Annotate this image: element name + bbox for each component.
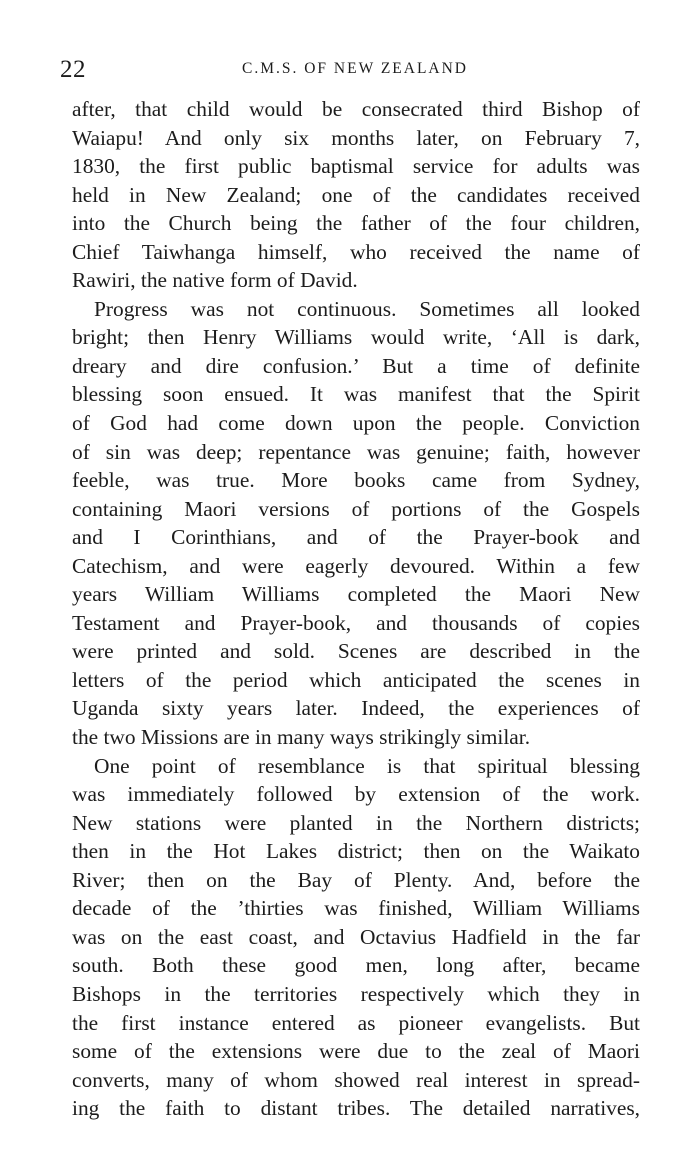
text-line: Uganda sixty years later. Indeed, the experiences of xyxy=(72,696,640,721)
text-line: ing the faith to distant tribes. The detailed narratives, xyxy=(72,1096,640,1121)
text-line: Chief Taiwhanga himself, who received the name of xyxy=(72,239,640,264)
text-line: years William Williams completed the Maori New xyxy=(72,582,640,607)
text-line: and I Corinthians, and of the Prayer-book and xyxy=(72,525,640,550)
text-line: of sin was deep; repentance was genuine; faith, however xyxy=(72,439,640,464)
text-line: south. Both these good men, long after, became xyxy=(72,953,640,978)
text-line: Catechism, and were eagerly devoured. Within a few xyxy=(72,553,640,578)
text-line: bright; then Henry Williams would write, ‘All is dark, xyxy=(72,325,640,350)
text-line: blessing soon ensued. It was manifest that the Spirit xyxy=(72,382,640,407)
text-line: Progress was not continuous. Sometimes all looked xyxy=(94,296,640,321)
text-line: of God had come down upon the people. Conviction xyxy=(72,411,640,436)
text-line: was immediately followed by extension of the work. xyxy=(72,782,640,807)
paragraph-3 xyxy=(72,752,640,1123)
text-line: 1830, the first public baptismal service for adults was xyxy=(72,154,640,179)
body-text xyxy=(72,95,640,1123)
text-line: then in the Hot Lakes district; then on the Waikato xyxy=(72,839,640,864)
text-line: the first instance entered as pioneer evangelists. But xyxy=(72,1010,640,1035)
page-number: 22 xyxy=(60,56,86,83)
text-line: Testament and Prayer-book, and thousands of copies xyxy=(72,610,640,635)
text-line: was on the east coast, and Octavius Hadfield in the far xyxy=(72,924,640,949)
text-line: letters of the period which anticipated the scenes in xyxy=(72,667,640,692)
text-line: into the Church being the father of the four children, xyxy=(72,211,640,236)
text-line: Bishops in the territories respectively which they in xyxy=(72,981,640,1006)
text-line: containing Maori versions of portions of the Gospels xyxy=(72,496,640,521)
text-line: converts, many of whom showed real interest in spread- xyxy=(72,1067,640,1092)
text-line: held in New Zealand; one of the candidates received xyxy=(72,182,640,207)
text-line: Rawiri, the native form of David. xyxy=(72,268,358,293)
text-line: after, that child would be consecrated third Bishop of xyxy=(72,97,640,121)
paragraph-1 xyxy=(72,95,640,295)
text-line: the two Missions are in many ways strikingly similar. xyxy=(72,725,531,750)
text-line: some of the extensions were due to the zeal of Maori xyxy=(72,1039,640,1064)
text-line: Waiapu! And only six months later, on February 7, xyxy=(72,125,640,150)
text-line: dreary and dire confusion.’ But a time of definite xyxy=(72,353,640,378)
running-head: C.M.S. OF NEW ZEALAND xyxy=(242,60,468,77)
text-line: decade of the ’thirties was finished, William Williams xyxy=(72,896,640,921)
text-line: feeble, was true. More books came from Sydney, xyxy=(72,468,640,493)
text-line: New stations were planted in the Northern districts; xyxy=(72,810,640,835)
text-line: One point of resemblance is that spiritual blessing xyxy=(94,753,640,778)
text-line: were printed and sold. Scenes are described in the xyxy=(72,639,640,664)
text-line: River; then on the Bay of Plenty. And, before the xyxy=(72,867,640,892)
paragraph-2 xyxy=(72,295,640,752)
